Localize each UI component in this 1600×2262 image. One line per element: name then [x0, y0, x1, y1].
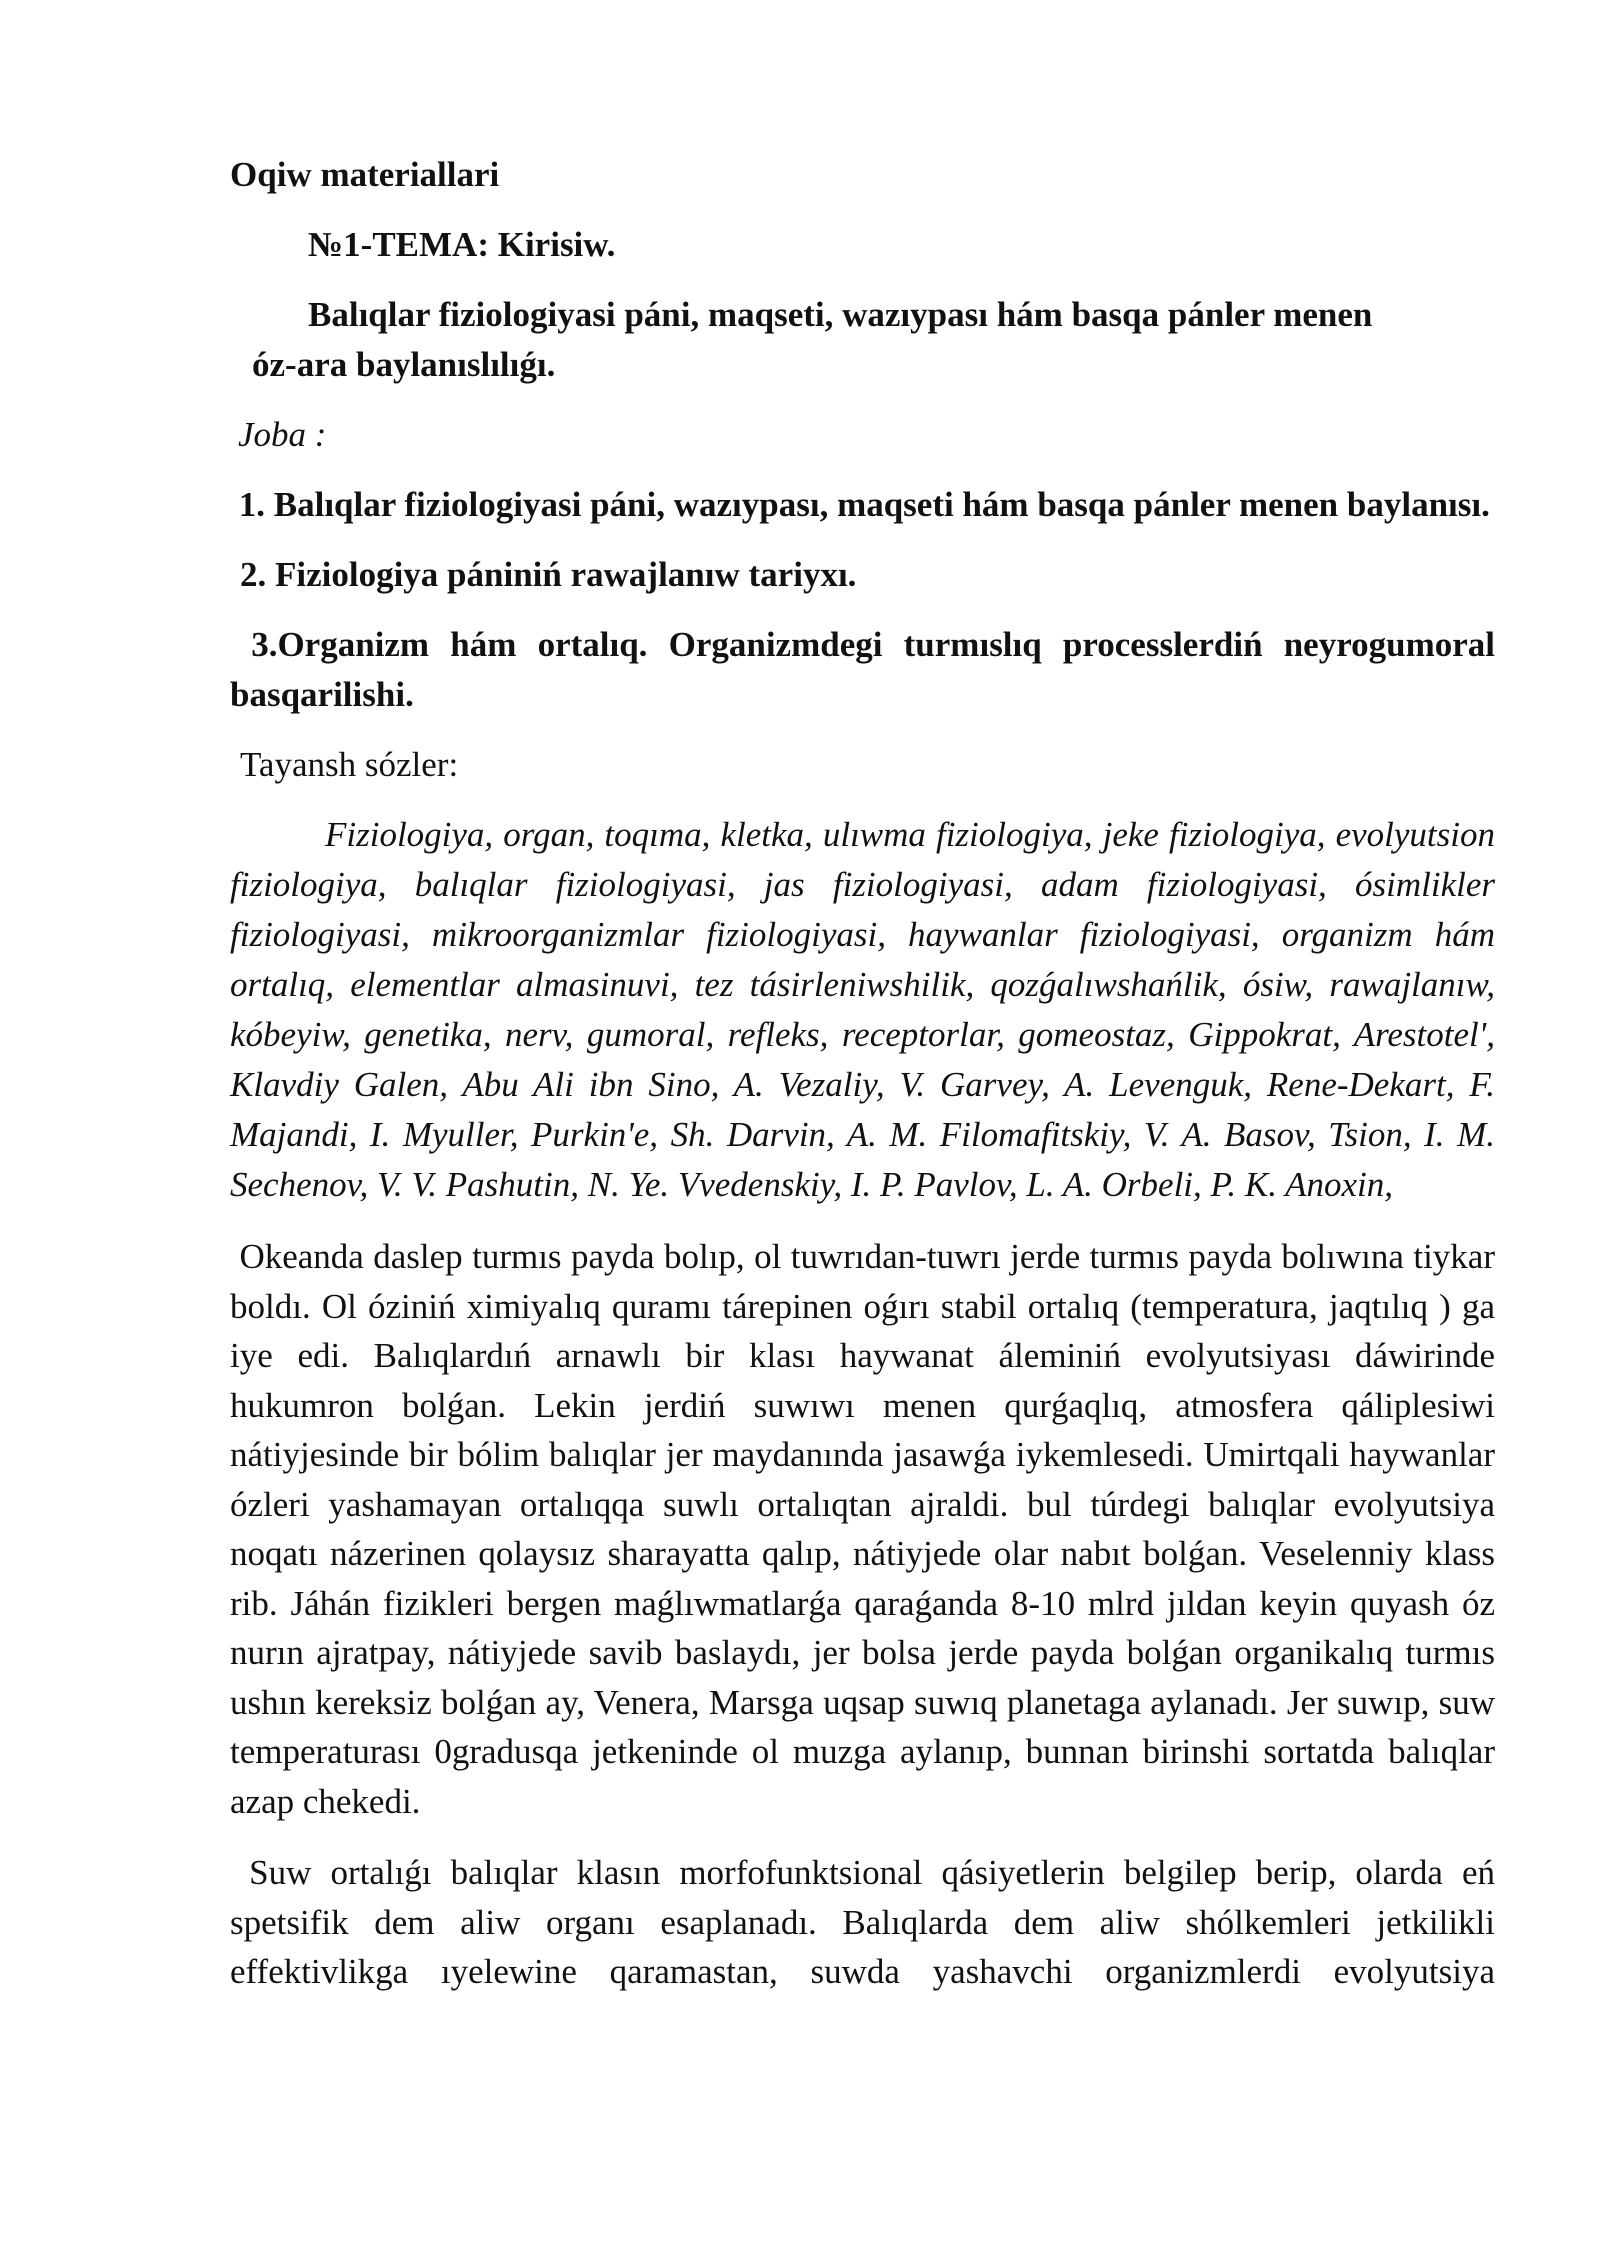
topic-subtitle-line-1: Balıqlar fiziologiyasi páni, maqseti, wazıypası hám basqa pánler menen [308, 295, 1373, 334]
topic-subtitle-line-2: óz-ara baylanıslılıǵı. [252, 345, 556, 384]
plan-label: Joba : [238, 415, 327, 454]
document-page [230, 150, 1504, 1997]
body-paragraph-2: Suw ortalıǵı balıqlar klasın morfofunktsional qásiyetlerin belgilep berip, olarda eń spetsifik dem aliw organı esaplanadı. Balıqlarda dem aliw shólkemleri jetkilikli effektivlikga ıyelewine qaramastan, suwda yashavchi organizmlerdi evolyutsiya [230, 1853, 1504, 1991]
plan-item-2: 2. Fiziologiya pániniń rawajlanıw tariyxı. [240, 555, 857, 594]
keywords-label: Tayansh sózler: [240, 745, 459, 784]
topic-title: №1-TEMA: Kirisiw. [308, 225, 616, 264]
plan-item-1: 1. Balıqlar fiziologiyasi páni, wazıypası, maqseti hám basqa pánler menen baylanısı. [230, 485, 1490, 524]
document-heading: Oqiw materiallari [230, 155, 500, 194]
body-paragraph-1: Okeanda daslep turmıs payda bolıp, ol tuwrıdan-tuwrı jerde turmıs payda bolıwına tiykar boldı. Ol óziniń ximiyalıq quramı tárepinen oǵırı stabil ortalıq (temperatura, jaqtılıq ) ga iye edi. Balıqlardıń arnawlı bir klası haywanat áleminiń evolyutsiyası dáwirinde hukumron bolǵan. Lekin jerdiń suwıwı menen qurǵaqlıq, atmosfera qáliplesiwi nátiyjesinde bir bólim balıqlar jer maydanında jasawǵa iykemlesedi. Umirtqali haywanlar ózleri yashamayan ortalıqqa suwlı ortalıqtan ajraldi. bul túrdegi balıqlar evolyutsiya noqatı názerinen qolaysız sharayatta qalıp, nátiyjede olar nabıt bolǵan. Veselenniy klass rib. Jáhán fizikleri bergen maǵlıwmatlarǵa qaraǵanda 8-10 mlrd jıldan keyin quyash óz nurın ajratpay, nátiyjede savib baslaydı, jer bolsa jerde payda bolǵan organikalıq turmıs ushın kereksiz bolǵan ay, Venera, Marsga uqsap suwıq planetaga aylanadı. Jer suwıp, suw temperaturası 0gradusqa jetkeninde ol muzga aylanıp, bunnan birinshi sortatda balıqlar azap chekedi. [230, 1237, 1504, 1821]
plan-item-3: 3.Organizm hám ortalıq. Organizmdegi turmıslıq processlerdiń neyrogumoral basqarilishi. [230, 625, 1504, 714]
keywords-text: Fiziologiya, organ, toqıma, kletka, ulıwma fiziologiya, jeke fiziologiya, evolyutsion fiziologiya, balıqlar fiziologiyasi, jas fiziologiyasi, adam fiziologiyasi, ósimlikler fiziologiyasi, mikroorganizmlar fiziologiyasi, haywanlar fiziologiyasi, organizm hám ortalıq, elementlar almasinuvi, tez tásirleniwshilik, qozǵalıwshańlik, ósiw, rawajlanıw, kóbeyiw, genetika, nerv, gumoral, refleks, receptorlar, gomeostaz, Gippokrat, Arestotel', Klavdiy Galen, Abu Ali ibn Sino, A. Vezaliy, V. Garvey, A. Levenguk, Rene-Dekart, F. Majandi, I. Myuller, Purkin'e, Sh. Darvin, A. M. Filomafitskiy, V. A. Basov, Tsion, I. M. Sechenov, V. V. Pashutin, N. Ye. Vvedenskiy, I. P. Pavlov, L. A. Orbeli, P. K. Anoxin, [230, 815, 1495, 1204]
topic-subtitle [230, 290, 1495, 390]
